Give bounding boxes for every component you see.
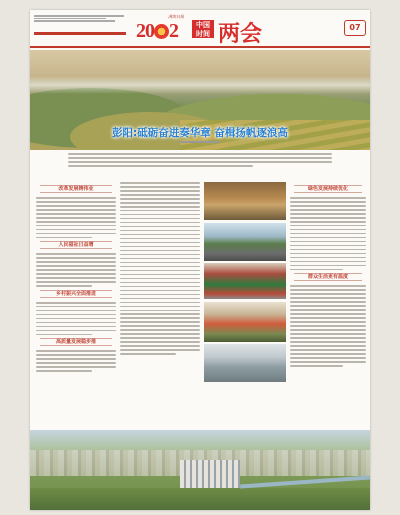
section-heading: 人民福祉日益增 <box>40 241 112 249</box>
section-heading: 高质量发展稳步推 <box>40 338 112 346</box>
section-heading: 群众生活更有温度 <box>294 273 362 281</box>
section-heading: 改革发展铸伟业 <box>40 185 112 193</box>
photo-orchard <box>204 182 286 220</box>
masthead-title: 两会 <box>218 22 263 47</box>
photo-factory <box>204 344 286 382</box>
section-heading: 绿色发展持续优化 <box>294 185 362 193</box>
column-2 <box>120 182 200 357</box>
column-1 <box>36 182 116 374</box>
bottom-panorama-photo <box>30 430 370 510</box>
byline <box>30 140 370 144</box>
photo-farmer <box>204 302 286 342</box>
column-3 <box>290 182 366 369</box>
photo-stadium <box>204 263 286 299</box>
masthead-rule <box>34 32 126 35</box>
section-heading: 乡村振兴全面推进 <box>40 290 112 298</box>
lead-paragraph <box>68 153 332 169</box>
headline: 彭阳:砥砺奋进奏华章 奋楫扬帆逐浪高 <box>112 127 288 139</box>
newspaper-page <box>30 10 370 510</box>
page-number: 07 <box>344 20 366 36</box>
masthead-logo: 渭南日报 <box>168 14 184 19</box>
masthead-meta <box>34 14 124 23</box>
year-emblem-icon <box>154 24 169 39</box>
photo-street <box>204 223 286 261</box>
masthead-badge: 中国 时间 <box>192 20 214 38</box>
photo-column <box>204 182 286 385</box>
masthead-year: 20 2 <box>136 20 178 42</box>
masthead <box>30 10 370 48</box>
